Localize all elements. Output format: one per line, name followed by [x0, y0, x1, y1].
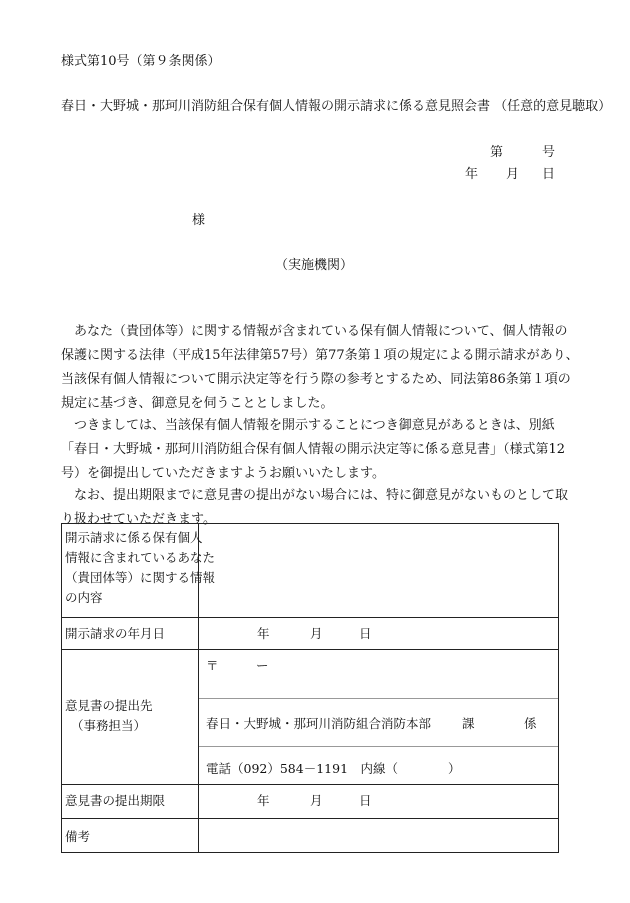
row3-label — [65, 696, 153, 736]
postal-code: 〒 ー — [206, 658, 269, 673]
date-day: 日 — [542, 167, 556, 182]
row4-label: 意見書の提出期限 — [65, 793, 166, 808]
label-line: 情報に含まれているあなた — [65, 550, 216, 565]
row2-month: 月 — [310, 626, 323, 641]
addressee-suffix: 様 — [192, 213, 206, 228]
body-line: つきましては、当該保有個人情報を開示することにつき御意見があるときは、別紙 — [74, 418, 555, 433]
row-divider — [62, 784, 558, 785]
row4-year: 年 — [257, 793, 270, 808]
label-line: （事務担当） — [71, 718, 147, 733]
doc-number-dai: 第 — [490, 145, 504, 160]
body-line: 当該保有個人情報について開示決定等を行う際の参考とするため、同法第86条第１項の — [61, 372, 571, 387]
sub-row-divider — [199, 698, 558, 699]
remarks-field[interactable] — [199, 819, 558, 852]
body-line: 規定に基づき、御意見を伺うこととしました。 — [61, 396, 334, 411]
row4-month: 月 — [310, 793, 323, 808]
info-table — [61, 523, 559, 853]
date-month: 月 — [506, 167, 520, 182]
body-line: 「春日・大野城・那珂川消防組合保有個人情報の開示決定等に係る意見書」（様式第12 — [61, 442, 566, 457]
row1-label — [65, 528, 215, 608]
document-title: 春日・大野城・那珂川消防組合保有個人情報の開示請求に係る意見照会書 （任意的意見聴取） — [61, 99, 612, 114]
body-paragraph-1 — [61, 320, 581, 416]
body-paragraph-2 — [61, 414, 581, 486]
issuer: （実施機関） — [275, 258, 354, 273]
row2-label: 開示請求の年月日 — [65, 626, 166, 641]
section-kakari: 係 — [524, 716, 537, 731]
date-year: 年 — [465, 167, 479, 182]
sub-row-divider — [199, 746, 558, 747]
label-line: 開示請求に係る保有個人 — [65, 530, 203, 545]
label-line: の内容 — [65, 590, 103, 605]
row-divider — [62, 617, 558, 618]
row2-year: 年 — [257, 626, 270, 641]
label-line: 意見書の提出先 — [65, 698, 153, 713]
body-line: り扱わせていただきます。 — [61, 512, 216, 527]
section-ka: 課 — [462, 716, 475, 731]
row5-label: 備考 — [65, 829, 91, 844]
phone-number: 電話（092）584－1191 内線（ ） — [206, 761, 461, 776]
submission-org: 春日・大野城・那珂川消防組合消防本部 — [206, 716, 432, 731]
row2-day: 日 — [359, 626, 372, 641]
body-line: あなた（貴団体等）に関する情報が含まれている保有個人情報について、個人情報の — [74, 324, 568, 339]
row-divider — [62, 649, 558, 650]
label-line: （貴団体等）に関する情報 — [65, 570, 216, 585]
row4-day: 日 — [359, 793, 372, 808]
row1-value-field[interactable] — [199, 524, 558, 616]
body-line: 保護に関する法律（平成15年法律第57号）第77条第１項の規定による開示請求があり、 — [61, 348, 579, 363]
body-line: なお、提出期限までに意見書の提出がない場合には、特に御意見がないものとして取 — [74, 488, 569, 503]
body-line: 号）を御提出していただきますようお願いいたします。 — [61, 466, 385, 481]
doc-number-go: 号 — [542, 145, 556, 160]
form-number: 様式第10号（第９条関係） — [61, 54, 221, 69]
